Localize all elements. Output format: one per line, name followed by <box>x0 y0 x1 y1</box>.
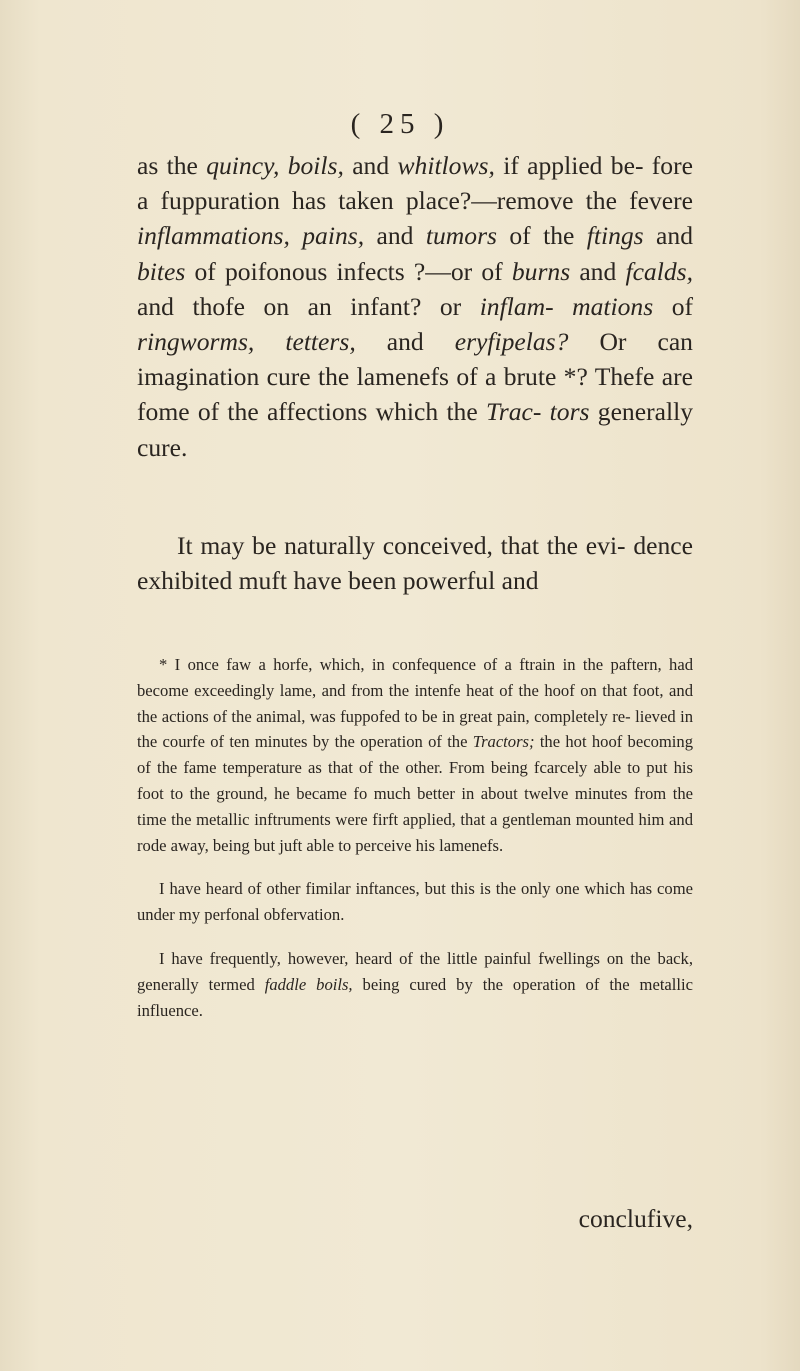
catchword: conclufive, <box>578 1204 693 1233</box>
paragraph-1 <box>137 148 693 465</box>
text-run: Or can imagination cure the lamenefs of a brute *? Thefe are fome of the affections which the <box>137 327 693 427</box>
text-run: the hot hoof becoming of the fame temperature as that of the other. From being fcarcely able to put his foot to the ground, he became fo much better in about twelve minutes from the time the metallic inftruments were firft applied, that a gentleman mounted him and rode away, being but juft able to perceive his lamenefs. <box>137 732 693 855</box>
italic-run: ftings <box>586 221 644 251</box>
italic-run: whitlows, <box>397 151 495 180</box>
italic-run: fcalds, <box>625 256 693 286</box>
italic-run: Trac- tors <box>485 397 590 427</box>
text-run: * I once faw a horfe, which, in confequence of a ftrain in the paftern, had become exceedingly lame, and from the intenfe heat of the hoof on that foot, and the actions of the animal, was fuppofed to be in great pain, completely re- lieved in the courfe of ten minutes by the operation of the <box>137 655 693 752</box>
main-text-continued <box>137 528 693 598</box>
page-number: ( 25 ) <box>350 108 450 140</box>
footnote-horse <box>137 652 693 858</box>
text-run: generally cure. <box>137 397 693 462</box>
text-run: and <box>643 221 693 251</box>
text-run: of poifonous infects ?—or of <box>185 256 512 286</box>
paragraph-2: It may be naturally conceived, that the evi- dence exhibited muft have been powerful and <box>137 531 693 596</box>
text-run: and <box>364 221 426 251</box>
italic-run: faddle boils, <box>264 974 353 994</box>
text-run: I have frequently, however, heard of the little painful fwellings on the back, generally termed <box>137 948 693 994</box>
text-run: and <box>343 151 398 180</box>
italic-run: inflam- mations <box>479 291 654 321</box>
italic-run: tumors <box>425 221 497 251</box>
italic-run: ringworms, tetters, <box>137 327 356 357</box>
italic-run: bites <box>137 256 186 286</box>
text-run: and <box>355 327 455 357</box>
italic-run: Tractors; <box>472 732 535 752</box>
italic-run: inflammations, pains, <box>137 221 365 251</box>
main-text <box>137 148 693 465</box>
footnote-saddle-boils <box>137 946 693 1023</box>
italic-run: quincy, boils, <box>206 151 344 180</box>
footnotes <box>137 652 693 1041</box>
text-run: being cured by the operation of the metallic influence. <box>137 974 693 1020</box>
text-run: and <box>570 256 626 286</box>
text-run: as the <box>137 151 207 180</box>
italic-run: eryfipelas? <box>454 327 569 357</box>
text-run: of <box>653 291 694 321</box>
footnote-other-instances: I have heard of other fimilar inftances, but this is the only one which has come under my perfonal obfervation. <box>137 879 693 925</box>
text-run: and thofe on an infant? or <box>137 291 480 321</box>
italic-run: burns <box>511 256 571 286</box>
text-run: of the <box>496 221 587 251</box>
text-run: if applied be- fore a fuppuration has taken place?—remove the fevere <box>137 151 693 216</box>
